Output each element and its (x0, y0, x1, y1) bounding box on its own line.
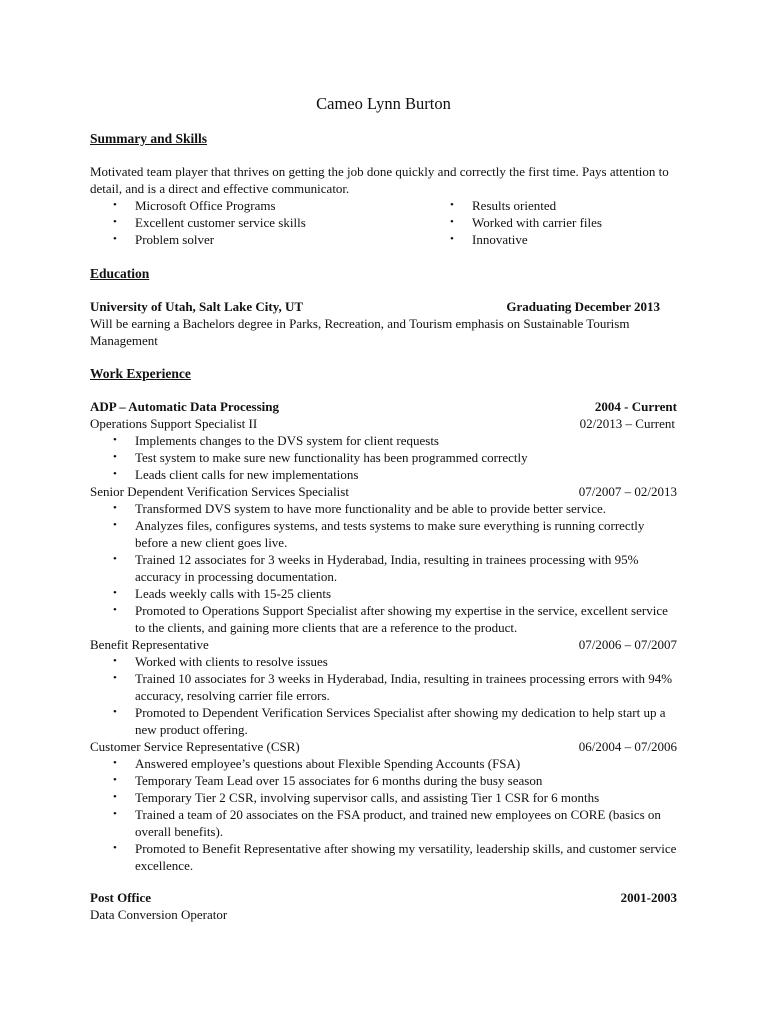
candidate-name: Cameo Lynn Burton (316, 94, 451, 113)
position-header (90, 415, 677, 432)
education-section-title: Education (90, 266, 150, 281)
summary-section-title: Summary and Skills (90, 131, 208, 146)
bullet-item: • Test system to make sure new functionality has been programmed correctly (113, 450, 528, 465)
position-header (90, 483, 677, 500)
position-title: Customer Service Representative (CSR) (90, 739, 300, 754)
position-bullets (90, 653, 677, 738)
skill-item: • Problem solver (113, 232, 215, 247)
bullet-item: • Trained a team of 20 associates on the FSA product, and trained new employees on CORE (basics on overall benefits). (113, 807, 661, 839)
position-header (90, 906, 677, 923)
position-dates: 07/2006 – 07/2007 (578, 637, 677, 652)
work-section-title: Work Experience (90, 366, 191, 381)
employer-dates: 2004 - Current (594, 399, 677, 414)
bullet-item: • Trained 10 associates for 3 weeks in Hyderabad, India, resulting in trainees processing errors with 94% accuracy, resolving carrier file errors. (113, 671, 673, 703)
education-text: Will be earning a Bachelors degree in Parks, Recreation, and Tourism emphasis on Sustainable Tourism Management (90, 316, 630, 348)
skill-item: • Worked with carrier files (450, 215, 602, 230)
employer-header (90, 398, 677, 415)
employer-post-office (90, 889, 677, 923)
bullet-item: • Temporary Tier 2 CSR, involving supervisor calls, and assisting Tier 1 CSR for 6 months (113, 790, 600, 805)
bullet-item: • Promoted to Dependent Verification Services Specialist after showing my dedication to help start up a new product offering. (113, 705, 666, 737)
bullet-item: • Promoted to Operations Support Specialist after showing my expertise in the service, excellent service to the clients, and gaining more clients that are a reference to the product. (113, 603, 668, 635)
position-dates: 02/2013 – Current (579, 416, 675, 431)
position-title: Data Conversion Operator (90, 907, 228, 922)
graduation-date: Graduating December 2013 (506, 299, 660, 314)
skill-item: • Excellent customer service skills (113, 215, 306, 230)
employer-name: ADP – Automatic Data Processing (90, 399, 279, 414)
bullet-item: • Promoted to Benefit Representative after showing my versatility, leadership skills, and customer service excellence. (113, 841, 677, 873)
skill-item: • Microsoft Office Programs (113, 198, 276, 213)
position-header (90, 738, 677, 755)
bullet-item: • Trained 12 associates for 3 weeks in Hyderabad, India, resulting in trainees processing with 95% accuracy in processing documentation. (113, 552, 639, 584)
education-header (90, 298, 677, 315)
position-bullets (90, 500, 677, 636)
position-title: Operations Support Specialist II (90, 416, 258, 431)
school-name: University of Utah, Salt Lake City, UT (90, 299, 304, 314)
bullet-item: • Analyzes files, configures systems, and tests systems to make sure everything is running correctly before a new client goes live. (113, 518, 645, 550)
skills-left (90, 197, 427, 248)
employer-name: Post Office (90, 890, 152, 905)
position-dates: 07/2007 – 02/2013 (578, 484, 677, 499)
bullet-item: • Temporary Team Lead over 15 associates for 6 months during the busy season (113, 773, 543, 788)
skills-right (427, 197, 677, 248)
position-bullets (90, 755, 677, 874)
employer-header (90, 889, 677, 906)
employer-dates: 2001-2003 (620, 890, 677, 905)
skill-item: • Innovative (450, 232, 528, 247)
position-title: Senior Dependent Verification Services Specialist (90, 484, 349, 499)
bullet-item: • Answered employee’s questions about Flexible Spending Accounts (FSA) (113, 756, 521, 771)
position-header (90, 636, 677, 653)
skill-item: • Results oriented (450, 198, 557, 213)
bullet-item: • Implements changes to the DVS system for client requests (113, 433, 439, 448)
education-block (90, 298, 677, 349)
position-dates: 06/2004 – 07/2006 (578, 739, 677, 754)
summary-text: Motivated team player that thrives on getting the job done quickly and correctly the first time. Pays attention to detail, and is a direct and effective communicator. (90, 164, 669, 196)
employer-adp (90, 398, 677, 874)
position-bullets (90, 432, 677, 483)
bullet-item: • Leads client calls for new implementations (113, 467, 359, 482)
bullet-item: • Worked with clients to resolve issues (113, 654, 328, 669)
skills-list (90, 197, 677, 248)
position-title: Benefit Representative (90, 637, 209, 652)
bullet-item: • Leads weekly calls with 15-25 clients (113, 586, 332, 601)
summary-block (90, 163, 677, 248)
bullet-item: • Transformed DVS system to have more functionality and be able to provide better service. (113, 501, 607, 516)
